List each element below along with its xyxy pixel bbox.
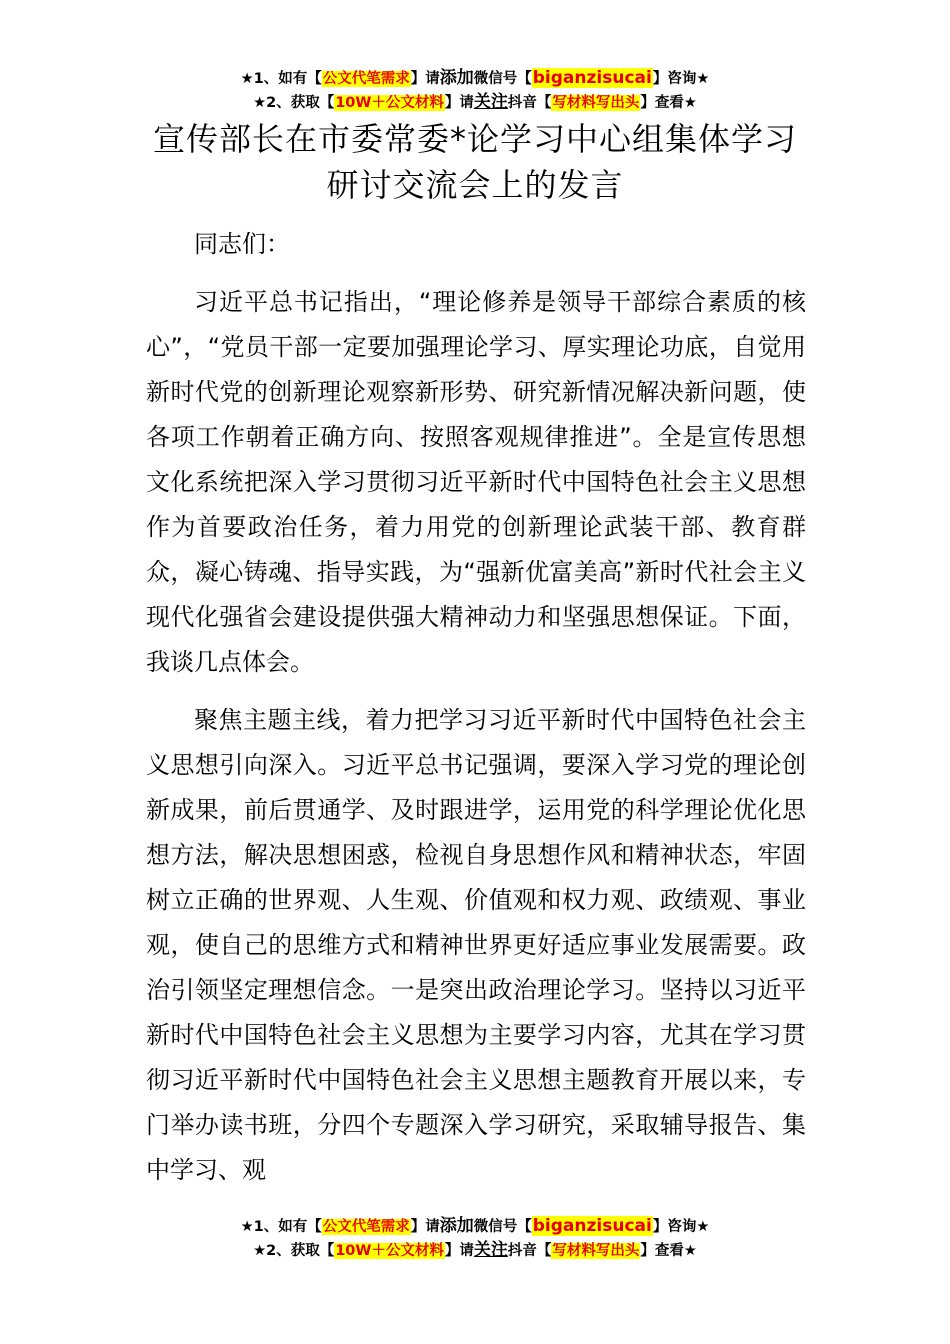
title-line-2: 研讨交流会上的发言 — [326, 166, 624, 204]
promo-1-service-highlight: 公文代笔需求 — [322, 1219, 410, 1235]
promo-1-wechat-id: biganzisucai — [532, 68, 652, 88]
promo-1-add-emphasis: 添加 — [439, 1216, 474, 1236]
header-promo-banner — [0, 66, 950, 114]
promo-1-prefix: ★1、如有【 — [240, 71, 322, 87]
promo-2-text-b: 抖音【 — [507, 1243, 552, 1259]
promo-line-2 — [0, 1238, 950, 1262]
promo-line-1 — [0, 66, 950, 90]
promo-2-suffix: 】查看★ — [640, 95, 697, 111]
promo-1-text-b: 微信号【 — [473, 1219, 532, 1235]
body-paragraph-1: 习近平总书记指出，“理论修养是领导干部综合素质的核心”，“党员干部一定要加强理论学习、厚实理论功底，自觉用新时代党的创新理论观察新形势、研究新情况解决新问题，使各项工作朝着正确方向、按照客观规律推进”。全是宣传思想文化系统把深入学习贯彻习近平新时代中国特色社会主义思想作为首要政治任务，着力用党的创新理论武装干部、教育群众，凝心铸魂、指导实践，为“强新优富美高”新时代社会主义现代化强省会建设提供强大精神动力和坚强思想保证。下面，我谈几点体会。 — [146, 288, 806, 676]
promo-1-wechat-id: biganzisucai — [532, 1216, 652, 1236]
promo-1-add-emphasis: 添加 — [439, 68, 474, 88]
promo-1-prefix: ★1、如有【 — [240, 1219, 322, 1235]
promo-1-service-highlight: 公文代笔需求 — [322, 71, 410, 87]
promo-2-prefix: ★2、获取【 — [253, 95, 335, 111]
promo-2-follow-emphasis: 关注 — [473, 92, 508, 112]
promo-2-materials-highlight: 10W＋公文材料 — [335, 95, 444, 111]
salutation: 同志们： — [194, 230, 290, 258]
promo-2-suffix: 】查看★ — [640, 1243, 697, 1259]
promo-2-text-a: 】请 — [444, 95, 474, 111]
promo-2-follow-emphasis: 关注 — [473, 1240, 508, 1260]
promo-line-2 — [0, 90, 950, 114]
body-paragraph-2: 聚焦主题主线，着力把学习习近平新时代中国特色社会主义思想引向深入。习近平总书记强调，要深入学习党的理论创新成果，前后贯通学、及时跟进学，运用党的科学理论优化思想方法，解决思想困惑，检视自身思想作风和精神状态，牢固树立正确的世界观、人生观、价值观和权力观、政绩观、事业观，使自己的思维方式和精神世界更好适应事业发展需要。政治引领坚定理想信念。一是突出政治理论学习。坚持以习近平新时代中国特色社会主义思想为主要学习内容，尤其在学习贯彻习近平新时代中国特色社会主义思想主题教育开展以来，专门举办读书班，分四个专题深入学习研究，采取辅导报告、集中学习、观 — [146, 706, 806, 1184]
promo-2-text-a: 】请 — [444, 1243, 474, 1259]
title-line-1: 宣传部长在市委常委*论学习中心组集体学习 — [152, 120, 797, 158]
promo-1-text-b: 微信号【 — [473, 71, 532, 87]
document-title — [120, 116, 830, 208]
promo-2-douyin-account: 写材料写出头 — [552, 1243, 640, 1259]
promo-2-douyin-account: 写材料写出头 — [552, 95, 640, 111]
promo-1-suffix: 】咨询★ — [652, 71, 710, 87]
promo-2-text-b: 抖音【 — [507, 95, 552, 111]
promo-2-materials-highlight: 10W＋公文材料 — [335, 1243, 444, 1259]
promo-2-prefix: ★2、获取【 — [253, 1243, 335, 1259]
promo-1-suffix: 】咨询★ — [652, 1219, 710, 1235]
promo-1-text-a: 】请 — [410, 71, 440, 87]
promo-line-1 — [0, 1214, 950, 1238]
document-body — [146, 222, 806, 1206]
footer-promo-banner — [0, 1214, 950, 1262]
promo-1-text-a: 】请 — [410, 1219, 440, 1235]
